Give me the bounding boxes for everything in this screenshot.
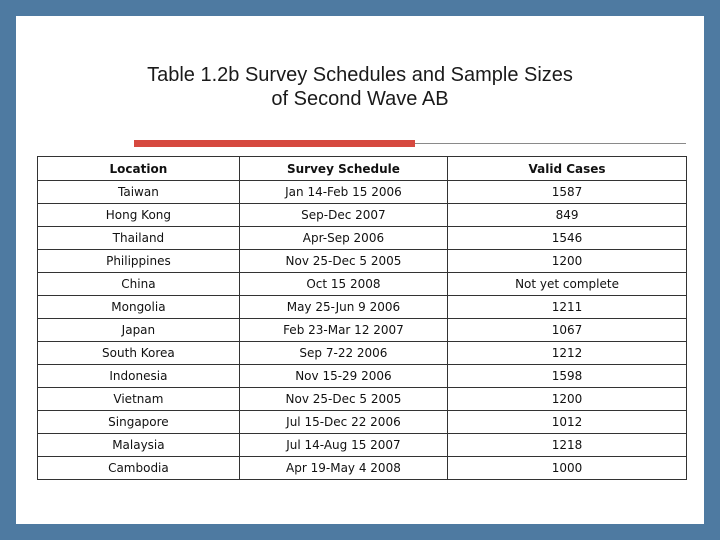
- cell-valid-cases: Not yet complete: [448, 273, 687, 296]
- slide-title: [16, 63, 704, 111]
- survey-schedule-table: [37, 156, 687, 480]
- cell-schedule: May 25-Jun 9 2006: [239, 296, 447, 319]
- slide-title-line-1: Table 1.2b Survey Schedules and Sample Sizes: [147, 64, 573, 86]
- cell-valid-cases: 1546: [448, 227, 687, 250]
- cell-location: Malaysia: [38, 434, 240, 457]
- cell-schedule: Jul 15-Dec 22 2006: [239, 411, 447, 434]
- cell-location: Singapore: [38, 411, 240, 434]
- cell-schedule: Sep-Dec 2007: [239, 204, 447, 227]
- cell-location: Cambodia: [38, 457, 240, 480]
- table-row: [38, 411, 687, 434]
- title-accent-bar: [134, 140, 415, 147]
- cell-location: Indonesia: [38, 365, 240, 388]
- cell-schedule: Nov 15-29 2006: [239, 365, 447, 388]
- cell-schedule: Oct 15 2008: [239, 273, 447, 296]
- header-location: Location: [38, 157, 240, 181]
- cell-schedule: Nov 25-Dec 5 2005: [239, 250, 447, 273]
- cell-schedule: Nov 25-Dec 5 2005: [239, 388, 447, 411]
- table-row: [38, 204, 687, 227]
- header-survey-schedule: Survey Schedule: [239, 157, 447, 181]
- cell-location: Vietnam: [38, 388, 240, 411]
- cell-valid-cases: 1012: [448, 411, 687, 434]
- cell-location: Taiwan: [38, 181, 240, 204]
- slide: [16, 16, 704, 524]
- cell-valid-cases: 1587: [448, 181, 687, 204]
- cell-schedule: Apr 19-May 4 2008: [239, 457, 447, 480]
- cell-schedule: Jan 14-Feb 15 2006: [239, 181, 447, 204]
- table-row: [38, 181, 687, 204]
- table-row: [38, 365, 687, 388]
- cell-location: South Korea: [38, 342, 240, 365]
- table-row: [38, 388, 687, 411]
- cell-valid-cases: 1218: [448, 434, 687, 457]
- cell-valid-cases: 1211: [448, 296, 687, 319]
- cell-valid-cases: 849: [448, 204, 687, 227]
- table-row: [38, 319, 687, 342]
- cell-valid-cases: 1598: [448, 365, 687, 388]
- cell-valid-cases: 1067: [448, 319, 687, 342]
- cell-location: Hong Kong: [38, 204, 240, 227]
- cell-schedule: Sep 7-22 2006: [239, 342, 447, 365]
- cell-location: Thailand: [38, 227, 240, 250]
- slide-title-line-2: of Second Wave AB: [271, 88, 449, 110]
- table-row: [38, 250, 687, 273]
- table-row: [38, 273, 687, 296]
- table-row: [38, 296, 687, 319]
- cell-schedule: Feb 23-Mar 12 2007: [239, 319, 447, 342]
- cell-valid-cases: 1000: [448, 457, 687, 480]
- table-row: [38, 227, 687, 250]
- table-row: [38, 342, 687, 365]
- cell-valid-cases: 1200: [448, 250, 687, 273]
- cell-valid-cases: 1200: [448, 388, 687, 411]
- table-header-row: [38, 157, 687, 181]
- cell-schedule: Apr-Sep 2006: [239, 227, 447, 250]
- cell-valid-cases: 1212: [448, 342, 687, 365]
- title-divider-line: [415, 143, 686, 144]
- table-row: [38, 457, 687, 480]
- cell-schedule: Jul 14-Aug 15 2007: [239, 434, 447, 457]
- header-valid-cases: Valid Cases: [448, 157, 687, 181]
- cell-location: Japan: [38, 319, 240, 342]
- cell-location: Mongolia: [38, 296, 240, 319]
- cell-location: Philippines: [38, 250, 240, 273]
- cell-location: China: [38, 273, 240, 296]
- table-row: [38, 434, 687, 457]
